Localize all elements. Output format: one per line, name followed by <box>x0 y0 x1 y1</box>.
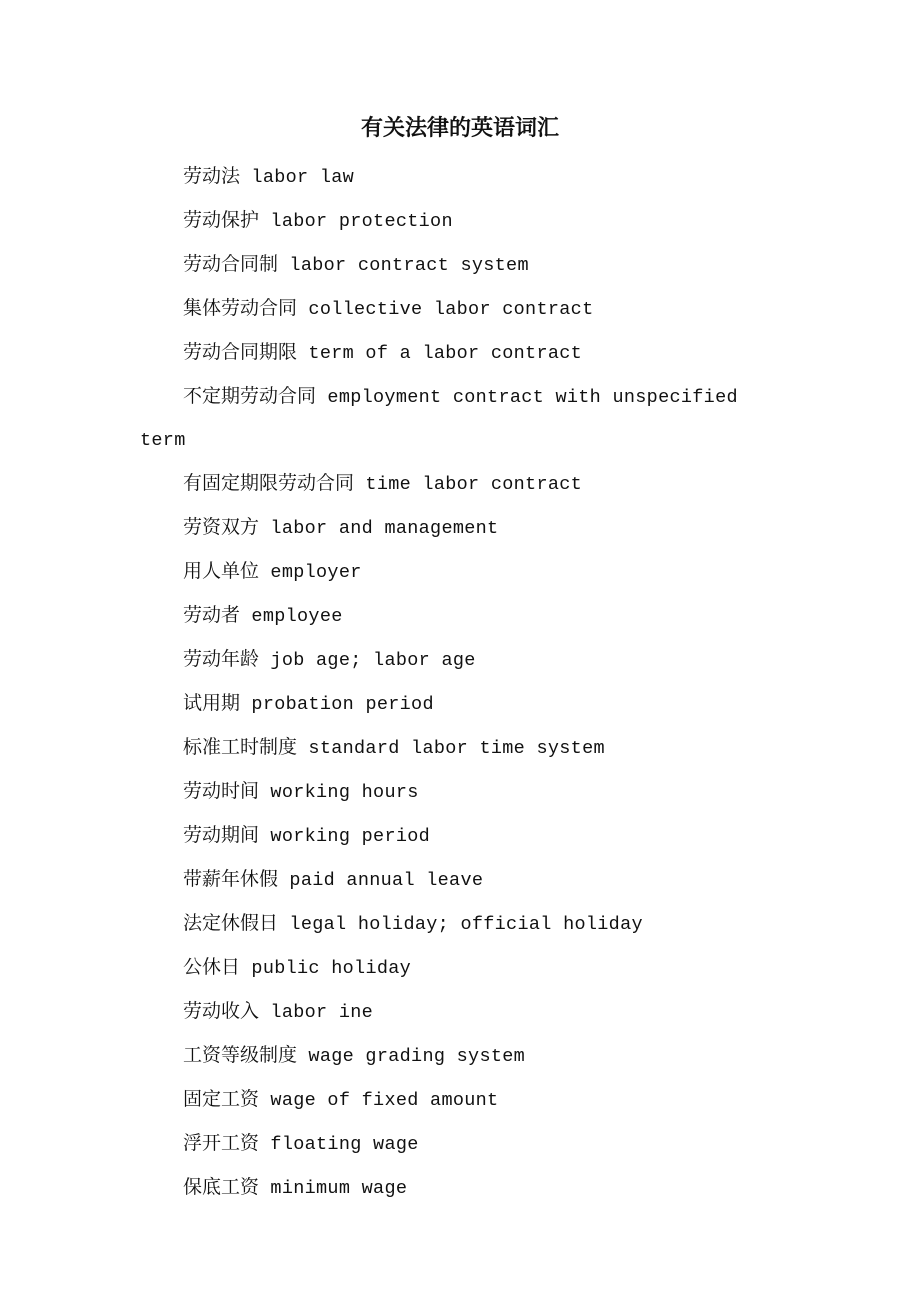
entry-chinese: 试用期 <box>183 692 241 714</box>
entry-chinese: 有固定期限劳动合同 <box>183 472 355 494</box>
vocabulary-entry <box>140 726 750 770</box>
entry-chinese: 法定休假日 <box>183 912 279 934</box>
entry-english: paid annual leave <box>289 870 484 891</box>
entry-chinese: 劳动合同制 <box>183 253 279 275</box>
entry-chinese: 保底工资 <box>183 1176 260 1198</box>
entry-english: legal holiday; official holiday <box>289 914 643 935</box>
entry-english: labor contract system <box>289 255 529 276</box>
entry-chinese: 劳动收入 <box>183 1000 260 1022</box>
entry-chinese: 集体劳动合同 <box>183 297 298 319</box>
entry-chinese: 用人单位 <box>183 560 260 582</box>
entry-chinese: 不定期劳动合同 <box>183 385 317 407</box>
entry-chinese: 浮开工资 <box>183 1132 260 1154</box>
entry-chinese: 劳资双方 <box>183 516 260 538</box>
entry-english: collective labor contract <box>308 299 594 320</box>
vocabulary-entry <box>140 638 750 682</box>
vocabulary-entry <box>140 1078 750 1122</box>
entry-english: minimum wage <box>270 1178 408 1199</box>
entry-chinese: 劳动时间 <box>183 780 260 802</box>
vocabulary-entry <box>140 946 750 990</box>
vocabulary-entry <box>140 814 750 858</box>
entry-chinese: 劳动者 <box>183 604 241 626</box>
entry-chinese: 标准工时制度 <box>183 736 298 758</box>
document-title: 有关法律的英语词汇 <box>360 115 559 141</box>
entry-english: labor law <box>251 167 355 188</box>
entry-english: labor and management <box>270 518 499 539</box>
entry-english: term of a labor contract <box>308 343 583 364</box>
entry-english: employment contract with unspecified term <box>140 387 738 451</box>
entry-chinese: 带薪年休假 <box>183 868 279 890</box>
entry-chinese: 劳动期间 <box>183 824 260 846</box>
entry-english: labor ine <box>270 1002 374 1023</box>
entry-english: job age; labor age <box>270 650 476 671</box>
entry-english: time labor contract <box>365 474 583 495</box>
entry-chinese: 工资等级制度 <box>183 1044 298 1066</box>
vocabulary-entry <box>140 990 750 1034</box>
vocabulary-entry <box>140 1034 750 1078</box>
vocabulary-entry <box>140 858 750 902</box>
vocabulary-entry <box>140 506 750 550</box>
vocabulary-entry <box>140 682 750 726</box>
entry-english: probation period <box>251 694 434 715</box>
vocabulary-entry <box>140 331 750 375</box>
entry-chinese: 公休日 <box>183 956 241 978</box>
entry-english: wage of fixed amount <box>270 1090 499 1111</box>
vocabulary-entry <box>140 462 750 506</box>
entry-chinese: 劳动合同期限 <box>183 341 298 363</box>
vocabulary-entry <box>140 1166 750 1210</box>
vocabulary-entry <box>140 287 750 331</box>
entry-english: wage grading system <box>308 1046 526 1067</box>
entry-english: standard labor time system <box>308 738 605 759</box>
vocabulary-entry <box>140 770 750 814</box>
vocabulary-entry <box>140 594 750 638</box>
entry-english: working period <box>270 826 431 847</box>
entry-english: floating wage <box>270 1134 419 1155</box>
entry-chinese: 劳动年龄 <box>183 648 260 670</box>
vocabulary-list <box>140 155 750 1210</box>
vocabulary-entry <box>140 199 750 243</box>
vocabulary-entry <box>140 902 750 946</box>
vocabulary-entry <box>140 375 750 462</box>
vocabulary-entry <box>140 155 750 199</box>
entry-english: public holiday <box>251 958 412 979</box>
entry-chinese: 劳动法 <box>183 165 241 187</box>
entry-english: employer <box>270 562 362 583</box>
entry-english: employee <box>251 606 343 627</box>
entry-english: working hours <box>270 782 419 803</box>
vocabulary-entry <box>140 550 750 594</box>
entry-english: labor protection <box>270 211 453 232</box>
vocabulary-entry <box>140 1122 750 1166</box>
entry-chinese: 固定工资 <box>183 1088 260 1110</box>
vocabulary-entry <box>140 243 750 287</box>
entry-chinese: 劳动保护 <box>183 209 260 231</box>
